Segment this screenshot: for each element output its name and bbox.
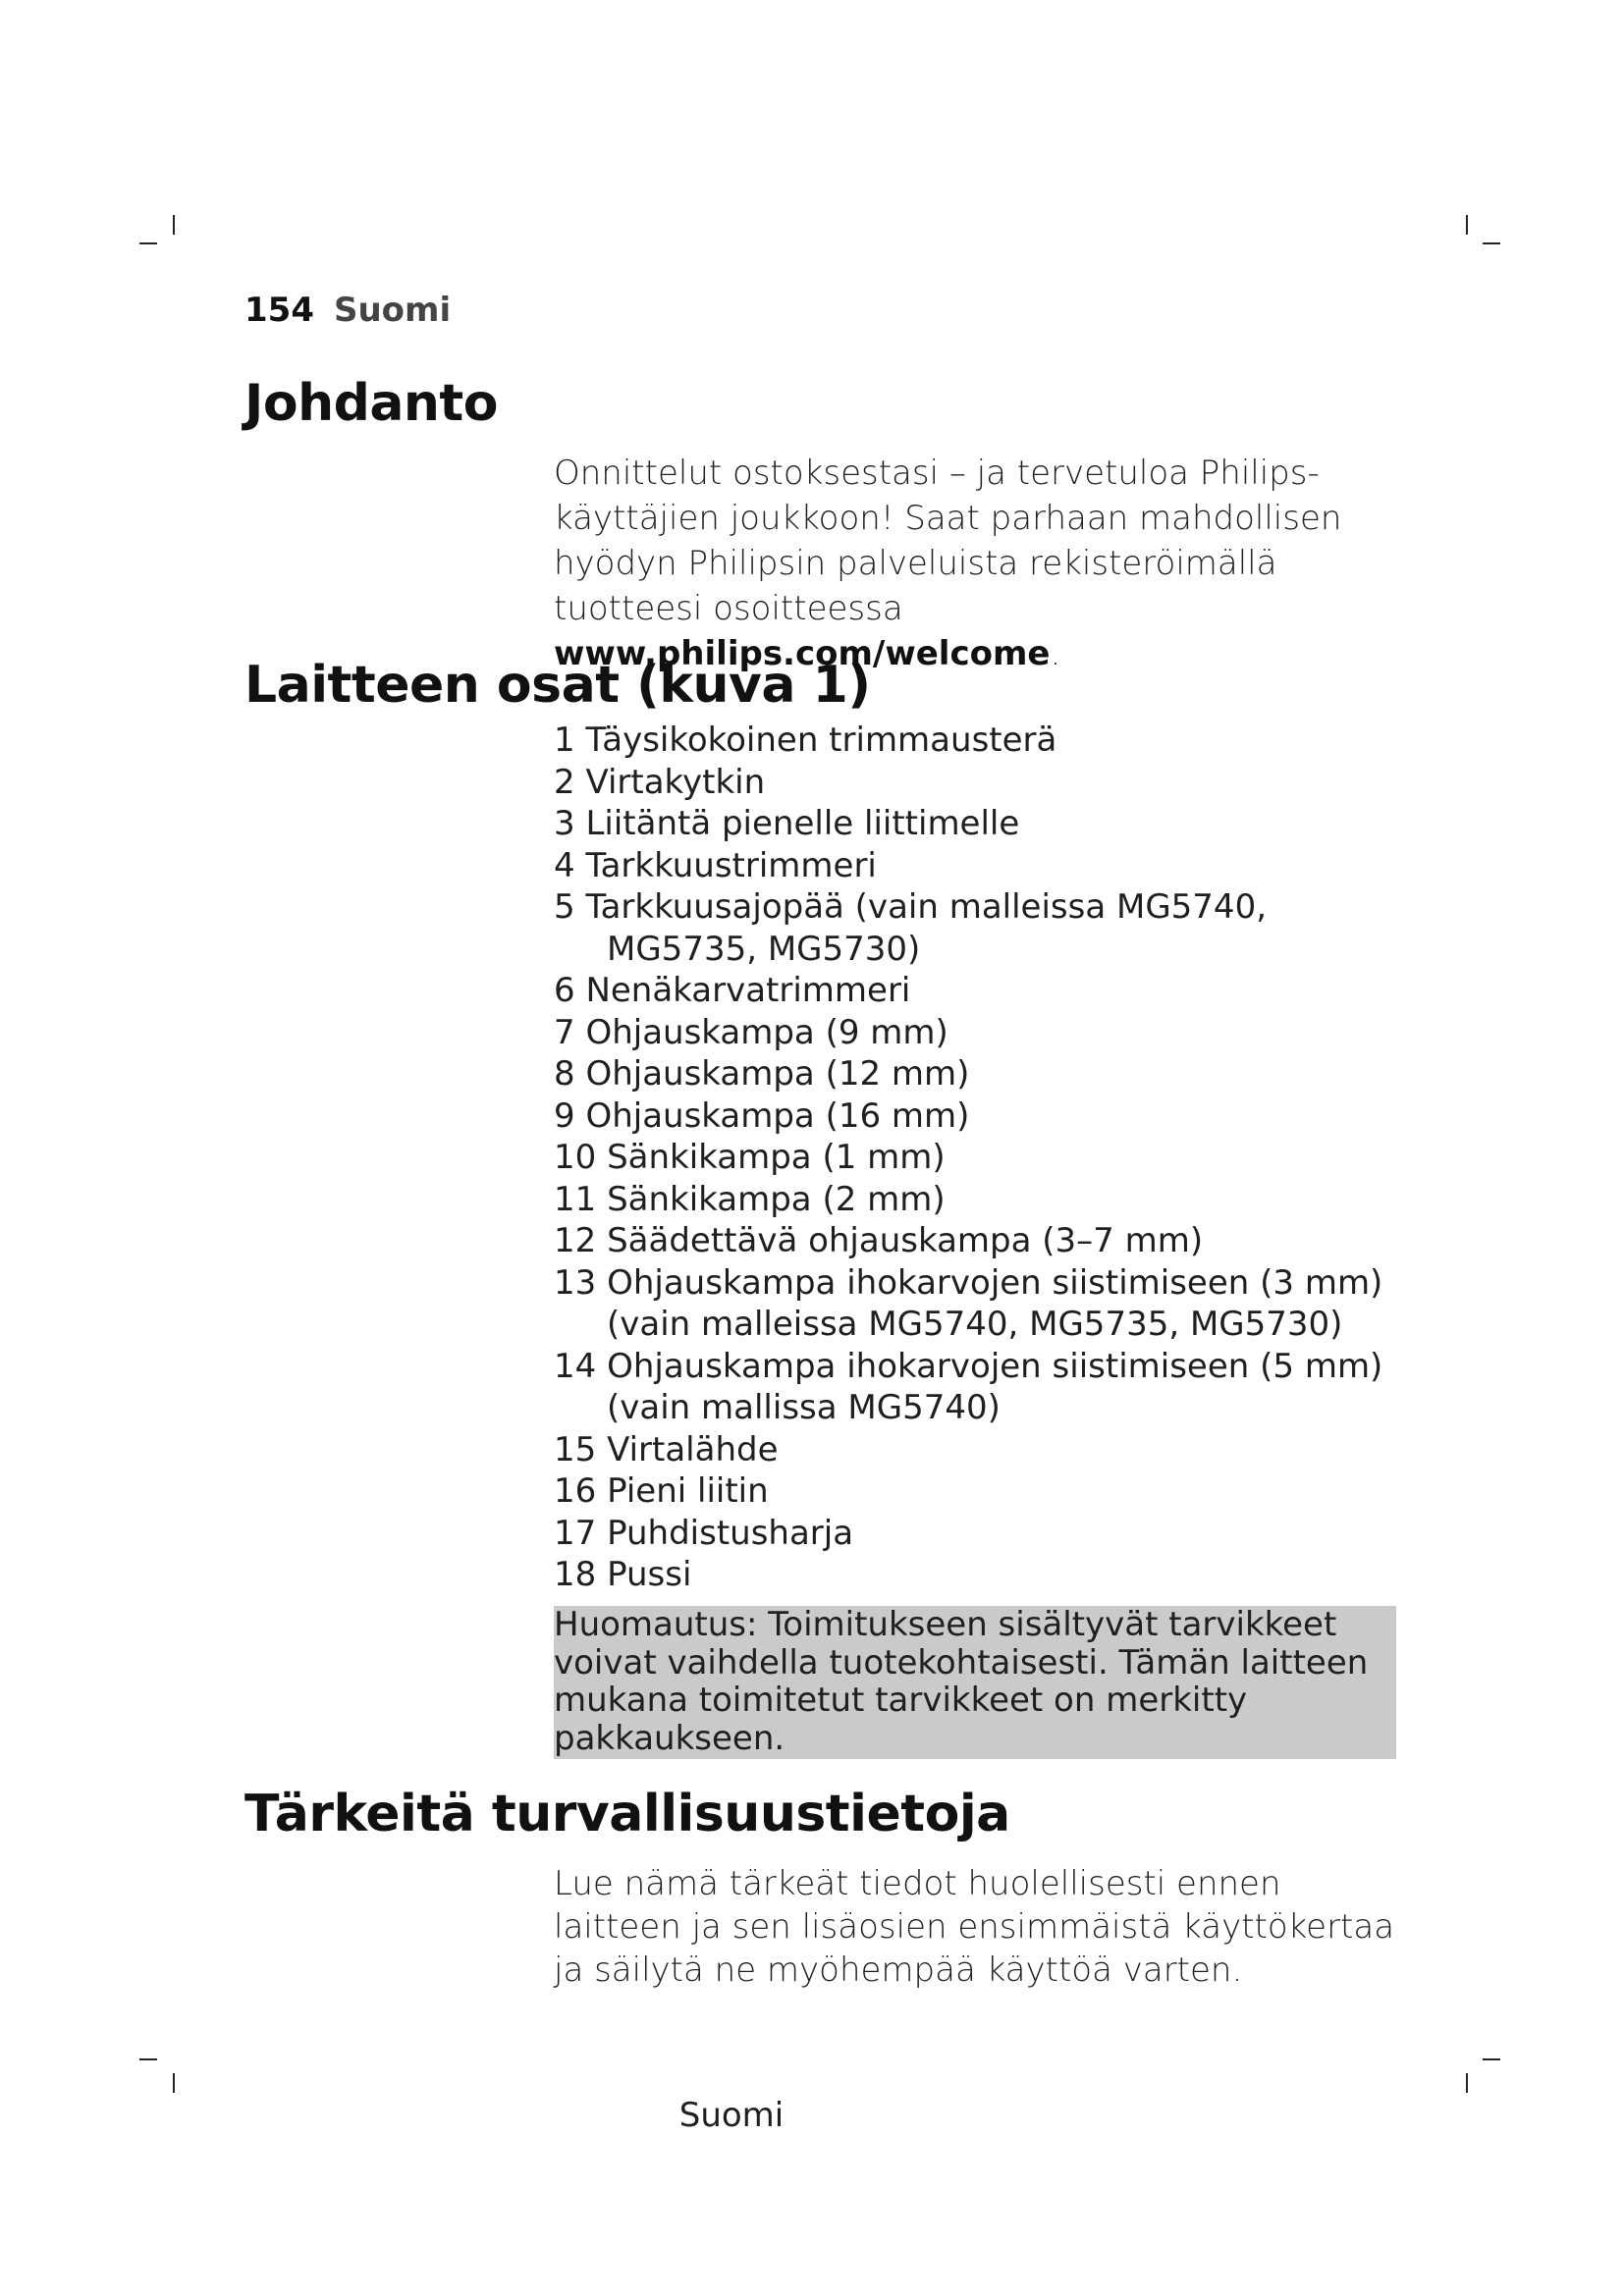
list-item: 8 Ohjauskampa (12 mm): [554, 1054, 970, 1094]
crop-mark-bottom-right-h: [1483, 2058, 1500, 2060]
list-item: 3 Liitäntä pienelle liittimelle: [554, 804, 1020, 843]
intro-paragraph: [554, 451, 1398, 676]
intro-heading: Johdanto: [244, 374, 499, 433]
crop-mark-bottom-left-v: [173, 2073, 175, 2093]
note-line: pakkaukseen.: [554, 1718, 785, 1758]
intro-text: Onnittelut ostoksestasi – ja tervetuloa Philips-käyttäjien joukkoon! Saat parhaan mahdollisen hyödyn Philipsin palveluista rekisteröimällä tuotteesi osoitteessa: [554, 454, 1342, 628]
safety-paragraph: [554, 1862, 1398, 1992]
list-item: 14 Ohjauskampa ihokarvojen siistimiseen (5 mm): [554, 1346, 1383, 1386]
list-item: 17 Puhdistusharja: [554, 1513, 854, 1553]
list-item: 16 Pieni liitin: [554, 1471, 769, 1511]
welcome-link[interactable]: www.philips.com/welcome: [554, 634, 1051, 673]
crop-mark-top-left-h: [139, 242, 157, 244]
list-item: 5 Tarkkuusajopää (vain malleissa MG5740,: [554, 887, 1268, 927]
list-item: 1 Täysikokoinen trimmausterä: [554, 721, 1057, 760]
crop-mark-top-left-v: [173, 215, 175, 235]
note-line: mukana toimitetut tarvikkeet on merkitty: [554, 1681, 1248, 1720]
safety-heading: Tärkeitä turvallisuustietoja: [244, 1785, 1010, 1843]
safety-line: Lue nämä tärkeät tiedot huolellisesti ennen: [554, 1864, 1281, 1903]
list-item: 11 Sänkikampa (2 mm): [554, 1179, 946, 1219]
safety-line: laitteen ja sen lisäosien ensimmäistä käyttökertaa: [554, 1907, 1395, 1947]
list-item: 12 Säädettävä ohjauskampa (3–7 mm): [554, 1221, 1204, 1260]
intro-text-end: .: [1050, 634, 1061, 673]
list-item: 6 Nenäkarvatrimmeri: [554, 971, 911, 1010]
running-header: [244, 291, 451, 330]
crop-mark-bottom-right-v: [1466, 2073, 1468, 2093]
list-item: 15 Virtalähde: [554, 1429, 779, 1469]
crop-mark-bottom-left-h: [139, 2058, 157, 2060]
list-item: 9 Ohjauskampa (16 mm): [554, 1095, 970, 1136]
list-item-continuation: MG5735, MG5730): [607, 929, 921, 969]
crop-mark-top-right-h: [1483, 242, 1500, 244]
list-item-continuation: (vain malleissa MG5740, MG5735, MG5730): [607, 1305, 1343, 1344]
footer-language: Suomi: [678, 2096, 785, 2135]
list-item: 10 Sänkikampa (1 mm): [554, 1138, 946, 1177]
list-item: 2 Virtakytkin: [554, 762, 766, 802]
note-box: [554, 1606, 1396, 1759]
parts-heading: Laitteen osat (kuva 1): [244, 656, 871, 715]
safety-line: ja säilytä ne myöhempää käyttöä varten.: [554, 1950, 1243, 1990]
list-item: 18 Pussi: [554, 1555, 692, 1594]
parts-list: [554, 720, 1418, 1596]
list-item: 13 Ohjauskampa ihokarvojen siistimiseen (3 mm): [554, 1262, 1383, 1303]
header-language: Suomi: [333, 291, 452, 330]
page-number: 154: [244, 291, 314, 330]
note-line: Huomautus: Toimitukseen sisältyvät tarvikkeet: [554, 1605, 1337, 1644]
crop-mark-top-right-v: [1466, 215, 1468, 235]
list-item: 7 Ohjauskampa (9 mm): [554, 1012, 948, 1052]
note-line: voivat vaihdella tuotekohtaisesti. Tämän laitteen: [554, 1642, 1369, 1682]
list-item-continuation: (vain mallissa MG5740): [607, 1388, 1001, 1427]
list-item: 4 Tarkkuustrimmeri: [554, 845, 877, 885]
